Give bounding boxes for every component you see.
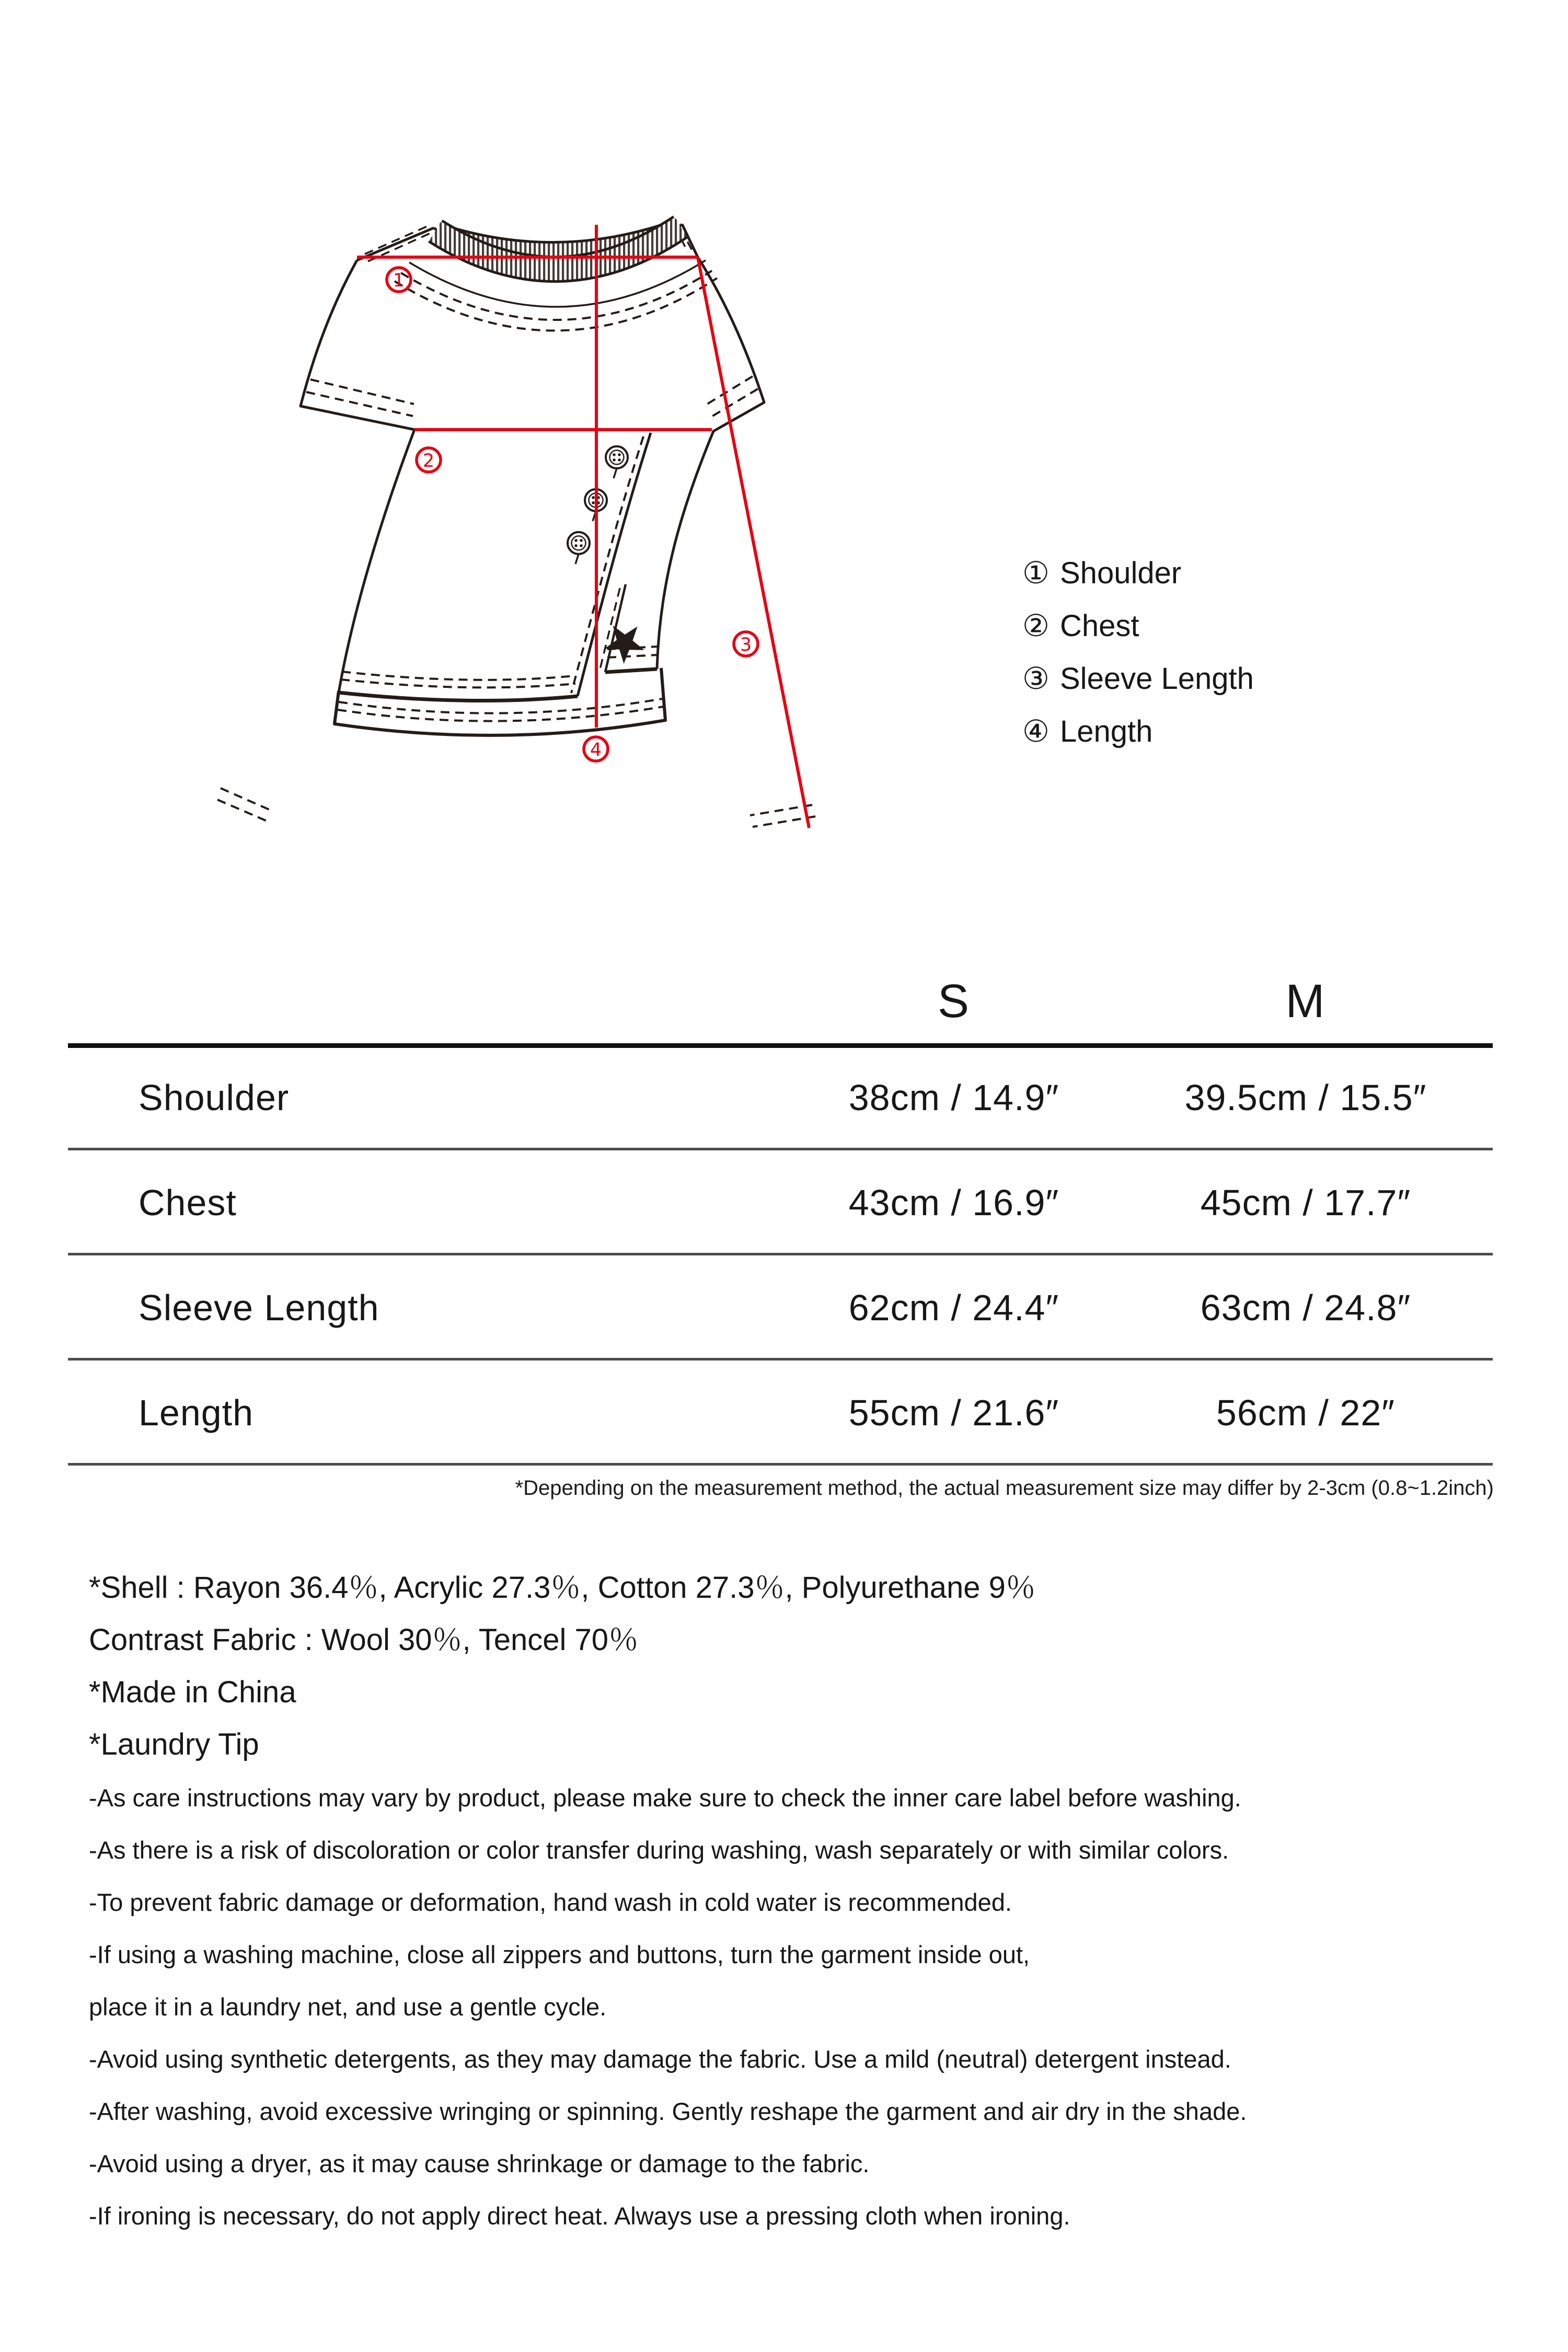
legend-label: Sleeve Length [1060, 662, 1254, 696]
value-s: 62cm / 24.4″ [848, 1287, 1059, 1328]
row-label: Shoulder [139, 1077, 290, 1118]
table-row-shoulder [68, 1048, 1493, 1150]
care-line: -Avoid using a dryer, as it may cause shrinkage or damage to the fabric. [89, 2150, 870, 2177]
marker-3-num: 3 [740, 635, 752, 655]
garment-drawing [209, 172, 941, 930]
size-table-header [68, 960, 1493, 1048]
table-row-sleeve-length [68, 1258, 1493, 1361]
row-label: Length [139, 1392, 254, 1433]
circled-4-icon: ④ [1022, 713, 1050, 749]
marker-4-num: 4 [590, 740, 602, 760]
care-line: -Avoid using synthetic detergents, as they may damage the fabric. Use a mild (neutral) detergent instead. [89, 2045, 1231, 2073]
measurement-note: *Depending on the measurement method, the actual measurement size may differ by 2-3cm (0.8~1.2inch) [515, 1477, 1494, 1500]
row-label: Sleeve Length [139, 1287, 379, 1328]
column-header-s: S [937, 975, 971, 1028]
legend-item-sleeve-length [1022, 652, 1254, 705]
care-line: -As care instructions may vary by product, please make sure to check the inner care label before washing. [89, 1784, 1241, 1812]
marker-2-num: 2 [422, 451, 435, 471]
care-line: -After washing, avoid excessive wringing or spinning. Gently reshape the garment and air dry in the shade. [89, 2097, 1247, 2125]
care-line: -To prevent fabric damage or deformation, hand wash in cold water is recommended. [89, 1888, 1012, 1916]
value-m: 45cm / 17.7″ [1200, 1182, 1411, 1223]
circled-3-icon: ③ [1022, 661, 1050, 696]
measurement-legend [1022, 547, 1254, 758]
circled-2-icon: ② [1022, 608, 1050, 643]
circled-1-icon: ① [1022, 555, 1050, 591]
value-m: 39.5cm / 15.5″ [1184, 1077, 1427, 1118]
legend-item-shoulder [1022, 547, 1254, 599]
laundry-tip-heading: *Laundry Tip [89, 1727, 259, 1761]
column-header-m: M [1285, 975, 1326, 1028]
care-line: -If ironing is necessary, do not apply direct heat. Always use a pressing cloth when ironing. [89, 2202, 1070, 2230]
value-m: 63cm / 24.8″ [1200, 1287, 1411, 1328]
legend-item-length [1022, 705, 1254, 758]
made-in: *Made in China [89, 1675, 296, 1709]
shell-composition: *Shell : Rayon 36.4％, Acrylic 27.3％, Cotton 27.3％, Polyurethane 9％ [89, 1571, 1036, 1605]
row-label: Chest [139, 1182, 237, 1223]
care-line: -If using a washing machine, close all zippers and buttons, turn the garment inside out, [89, 1941, 1030, 1968]
long-sleeve-right [712, 402, 820, 841]
product-info [89, 1562, 1036, 1771]
value-s: 55cm / 21.6″ [848, 1392, 1059, 1433]
value-s: 38cm / 14.9″ [848, 1077, 1059, 1118]
legend-label: Shoulder [1060, 556, 1182, 590]
table-row-length [68, 1363, 1493, 1466]
care-line: place it in a laundry net, and use a gentle cycle. [89, 1993, 607, 2021]
value-m: 56cm / 22″ [1216, 1392, 1396, 1433]
legend-label: Chest [1060, 609, 1139, 643]
legend-item-chest [1022, 599, 1254, 652]
care-instructions [89, 1772, 1247, 2242]
marker-1-num: 1 [393, 270, 405, 291]
table-row-chest [68, 1153, 1493, 1255]
legend-label: Length [1060, 714, 1153, 748]
contrast-fabric-composition: Contrast Fabric : Wool 30％, Tencel 70％ [89, 1623, 639, 1657]
care-line: -As there is a risk of discoloration or color transfer during washing, wash separately or with similar colors. [89, 1836, 1229, 1864]
value-s: 43cm / 16.9″ [848, 1182, 1059, 1223]
